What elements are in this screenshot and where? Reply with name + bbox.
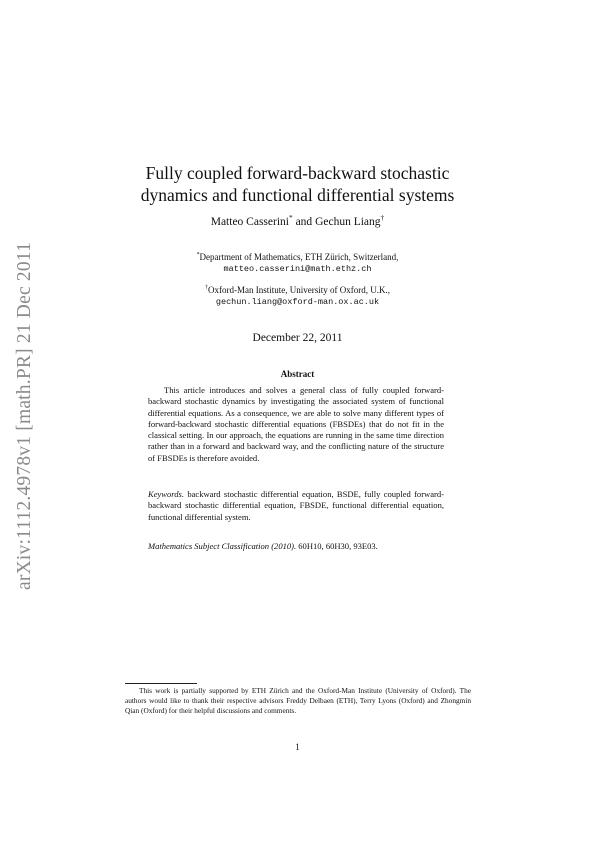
msc-classification	[148, 541, 444, 552]
page-number: 1	[295, 742, 300, 752]
abstract-heading: Abstract	[280, 369, 315, 379]
abstract-text: This article introduces and solves a general class of fully coupled forward-backward stochastic dynamics by investigating the associated system of functional differential equations. As a consequence, we are able to solve many different types of forward-backward stochastic differential equations (FBSDEs) that do not fit in the classical setting. In our approach, the equations are running in the same time direction rather than in a forward and backward way, and the conflicting nature of the structure of FBSDEs is therefore avoided.	[148, 385, 444, 463]
paper-title	[100, 162, 495, 206]
affiliation-2-mark: †	[205, 285, 208, 291]
affiliation-2	[100, 284, 495, 308]
footnote: This work is partially supported by ETH Zürich and the Oxford-Man Institute (University of Oxford). The authors would like to thank their respective advisors Freddy Delbaen (ETH), Terry Lyons (Oxford) and Zhongmin Qian (Oxford) for their helpful discussions and comments.	[125, 686, 471, 715]
arxiv-id: arXiv:1112.4978v1 [math.PR] 21 Dec 2011	[14, 242, 36, 590]
affiliation-1-email: matteo.casserini@math.ethz.ch	[223, 264, 372, 274]
msc-text: 60H10, 60H30, 93E03.	[296, 541, 378, 551]
author-1: Matteo Casserini	[210, 216, 289, 228]
affiliation-1-institution: Department of Mathematics, ETH Zürich, Switzerland,	[199, 252, 399, 262]
author-2-mark: †	[380, 213, 385, 223]
msc-label: Mathematics Subject Classification (2010).	[148, 541, 297, 551]
paper-date: December 22, 2011	[252, 332, 343, 344]
affiliation-2-institution: Oxford-Man Institute, University of Oxford, U.K.,	[207, 285, 390, 295]
keywords	[148, 489, 444, 523]
author-connector: and	[292, 216, 316, 228]
arxiv-stamp	[12, 236, 38, 596]
author-2: Gechun Liang	[315, 216, 381, 228]
title-line-2: dynamics and functional differential systems	[140, 185, 455, 205]
author-list	[100, 213, 495, 228]
title-line-1: Fully coupled forward-backward stochastic	[145, 163, 450, 183]
affiliation-1-mark: *	[196, 252, 200, 258]
affiliation-2-email: gechun.liang@oxford-man.ox.ac.uk	[215, 297, 380, 307]
footnote-rule	[125, 683, 197, 684]
keywords-text: backward stochastic differential equation, BSDE, fully coupled forward-backward stochastic differential equation, FBSDE, functional differential equation, functional differential system.	[148, 489, 444, 522]
author-1-mark: *	[288, 213, 293, 223]
affiliation-1	[100, 251, 495, 275]
keywords-label: Keywords.	[148, 489, 185, 499]
